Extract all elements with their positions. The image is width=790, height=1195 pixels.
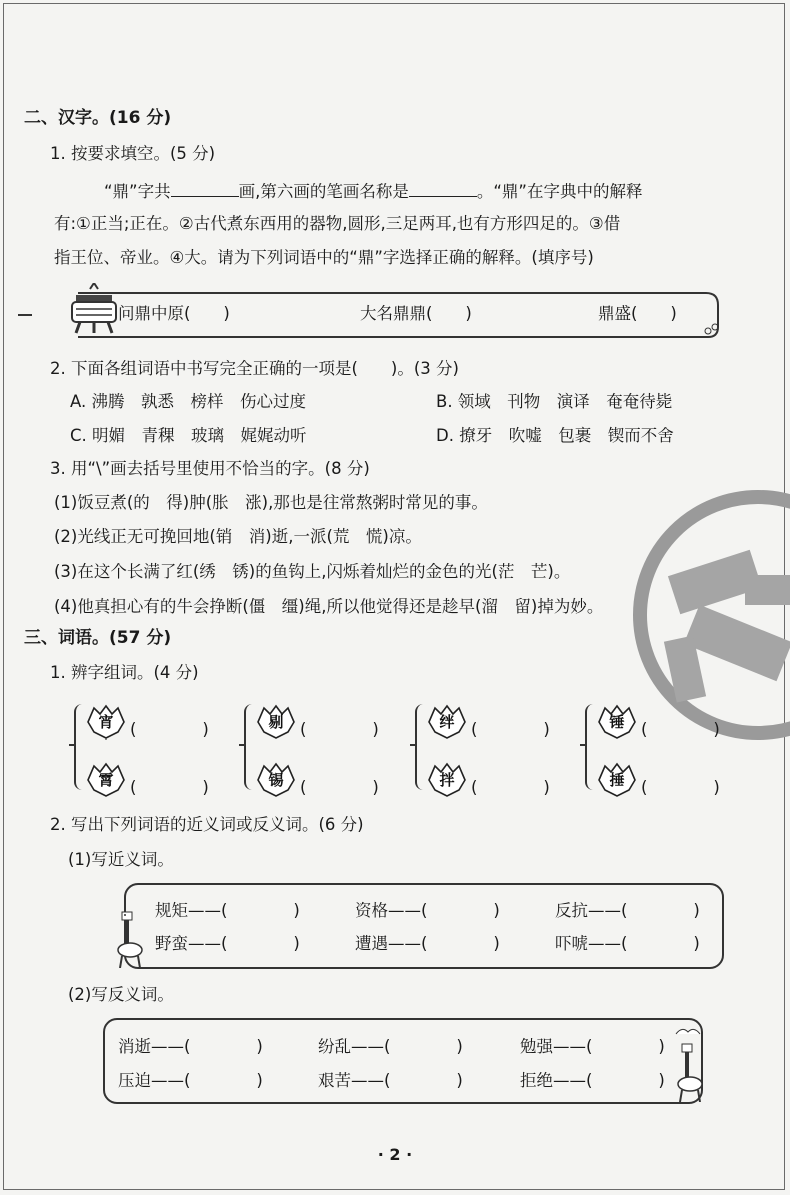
synonym-3[interactable]: 反抗——( ): [555, 901, 700, 920]
ding-item-3[interactable]: 鼎盛( ): [598, 304, 677, 323]
page-number: · 2 ·: [377, 1145, 413, 1164]
stamp-watermark-icon: [630, 470, 790, 760]
q1-line1-c: 。“鼎”在字典中的解释: [476, 182, 643, 201]
q1-line1-b: 画,第六画的笔画名称是: [238, 182, 409, 201]
ding-cauldron-icon: [72, 283, 116, 333]
leaf-char-2a: [254, 704, 298, 740]
char-4a: 锤: [609, 713, 625, 731]
answer-paren-1b[interactable]: ( ): [130, 778, 209, 797]
antonym-1[interactable]: 消逝——( ): [118, 1037, 263, 1056]
synonym-box: [124, 883, 724, 969]
char-2a: 剔: [268, 713, 284, 731]
synonym-5[interactable]: 遭遇——( ): [355, 934, 500, 953]
antonym-3[interactable]: 勉强——( ): [520, 1037, 665, 1056]
q3-line-2[interactable]: (2)光线正无可挽回地(销 消)逝,一派(荒 慌)凉。: [54, 527, 422, 546]
leaf-char-3b: [425, 762, 469, 798]
q1-line1-a: “鼎”字共: [104, 182, 171, 201]
answer-paren-3b[interactable]: ( ): [471, 778, 550, 797]
antonym-title: (2)写反义词。: [68, 985, 174, 1004]
antonym-6[interactable]: 拒绝——( ): [520, 1071, 665, 1090]
q3-line-1[interactable]: (1)饭豆煮(的 得)肿(胀 涨),那也是往常熬粥时常见的事。: [54, 493, 488, 512]
leaf-char-3a: [425, 704, 469, 740]
antonym-5[interactable]: 艰苦——( ): [318, 1071, 463, 1090]
leaf-char-1b: [84, 762, 128, 798]
char-3b: 拌: [439, 771, 455, 789]
s3-q2-title: 2. 写出下列词语的近义词或反义词。(6 分): [50, 815, 364, 834]
leaf-char-4b: [595, 762, 639, 798]
answer-paren-2a[interactable]: ( ): [300, 720, 379, 739]
section3-title: 三、词语。(57 分): [24, 628, 172, 648]
q1-line3: 指王位、帝业。④大。请为下列词语中的“鼎”字选择正确的解释。(填序号): [54, 248, 594, 267]
ding-item-1[interactable]: 问鼎中原( ): [118, 304, 230, 323]
q2-option-a[interactable]: A. 沸腾 孰悉 榜样 伤心过度: [70, 392, 306, 411]
antonym-2[interactable]: 纷乱——( ): [318, 1037, 463, 1056]
answer-paren-2b[interactable]: ( ): [300, 778, 379, 797]
giraffe-icon: [108, 910, 148, 968]
ding-item-2[interactable]: 大名鼎鼎( ): [360, 304, 472, 323]
char-1a: 宵: [98, 713, 114, 731]
char-1b: 霄: [98, 771, 114, 789]
giraffe-icon: [668, 1026, 712, 1102]
q2-title: 2. 下面各组词语中书写完全正确的一项是( )。(3 分): [50, 359, 459, 378]
q1-line1: [104, 180, 642, 203]
answer-paren-1a[interactable]: ( ): [130, 720, 209, 739]
char-4b: 捶: [609, 771, 625, 789]
char-2b: 锡: [268, 771, 284, 789]
answer-paren-3a[interactable]: ( ): [471, 720, 550, 739]
q2-option-c[interactable]: C. 明媚 青稞 玻璃 娓娓动听: [70, 426, 307, 445]
q3-line-3[interactable]: (3)在这个长满了红(绣 锈)的鱼钩上,闪烁着灿烂的金色的光(茫 芒)。: [54, 562, 571, 581]
answer-paren-4b[interactable]: ( ): [641, 778, 720, 797]
answer-paren-4a[interactable]: ( ): [641, 720, 720, 739]
synonym-4[interactable]: 野蛮——( ): [155, 934, 300, 953]
section2-title: 二、汉字。(16 分): [24, 108, 172, 128]
stroke-count-blank[interactable]: [171, 180, 239, 197]
char-3a: 绊: [439, 713, 455, 731]
synonym-title: (1)写近义词。: [68, 850, 174, 869]
leaf-char-4a: [595, 704, 639, 740]
leaf-char-2b: [254, 762, 298, 798]
q3-line-4[interactable]: (4)他真担心有的牛会挣断(僵 缰)绳,所以他觉得还是趁早(溜 留)掉为妙。: [54, 597, 604, 616]
q1-title: 1. 按要求填空。(5 分): [50, 144, 216, 163]
synonym-6[interactable]: 吓唬——( ): [555, 934, 700, 953]
q2-option-b[interactable]: B. 领域 刊物 演译 奄奄待毙: [436, 392, 673, 411]
q3-title: 3. 用“\”画去括号里使用不恰当的字。(8 分): [50, 459, 370, 478]
s3-q1-title: 1. 辨字组词。(4 分): [50, 663, 199, 682]
stroke-name-blank[interactable]: [409, 180, 477, 197]
q1-line2: 有:①正当;正在。②古代煮东西用的器物,圆形,三足两耳,也有方形四足的。③借: [54, 214, 621, 233]
synonym-2[interactable]: 资格——( ): [355, 901, 500, 920]
synonym-1[interactable]: 规矩——( ): [155, 901, 300, 920]
leaf-char-1a: [84, 704, 128, 740]
antonym-4[interactable]: 压迫——( ): [118, 1071, 263, 1090]
q2-option-d[interactable]: D. 撩牙 吹嘘 包裹 锲而不舍: [436, 426, 674, 445]
